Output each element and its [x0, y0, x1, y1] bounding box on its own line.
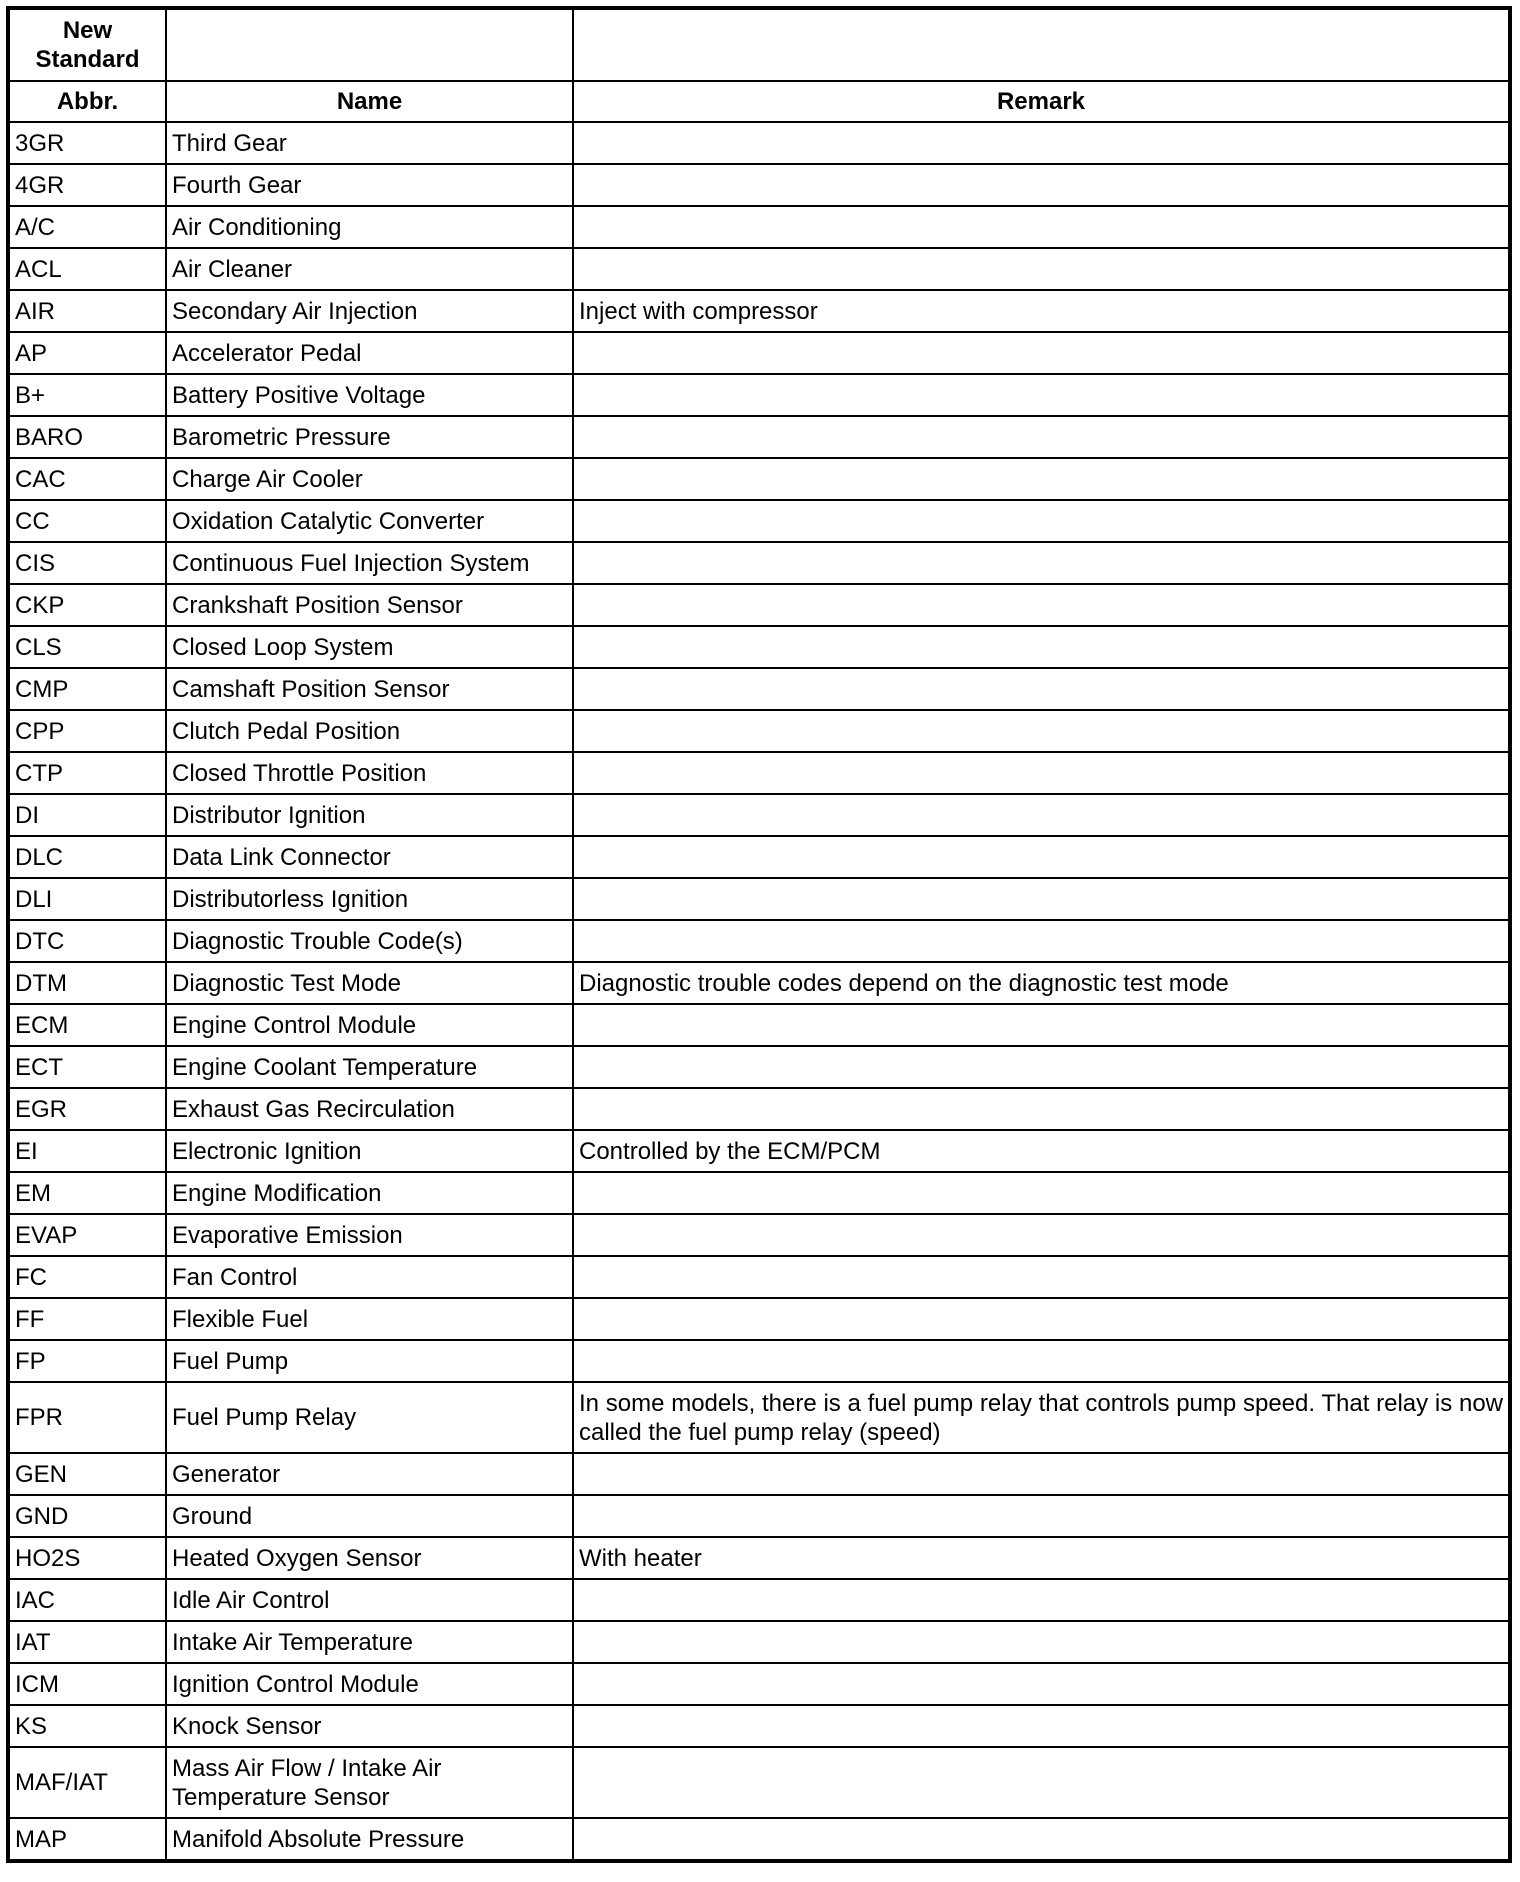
table-row	[8, 332, 1510, 374]
cell-abbr: CMP	[8, 668, 166, 710]
cell-name: Distributor Ignition	[166, 794, 573, 836]
cell-name: Diagnostic Trouble Code(s)	[166, 920, 573, 962]
cell-abbr: KS	[8, 1705, 166, 1747]
standard-header-empty-remark	[573, 8, 1510, 81]
table-row	[8, 290, 1510, 332]
cell-remark	[573, 1004, 1510, 1046]
cell-abbr: EVAP	[8, 1214, 166, 1256]
cell-remark: Diagnostic trouble codes depend on the diagnostic test mode	[573, 962, 1510, 1004]
cell-remark	[573, 122, 1510, 164]
table-row	[8, 1663, 1510, 1705]
cell-name: Diagnostic Test Mode	[166, 962, 573, 1004]
table-row	[8, 668, 1510, 710]
cell-name: Heated Oxygen Sensor	[166, 1537, 573, 1579]
cell-remark	[573, 206, 1510, 248]
cell-remark	[573, 626, 1510, 668]
cell-remark	[573, 1579, 1510, 1621]
cell-abbr: CPP	[8, 710, 166, 752]
table-row	[8, 1256, 1510, 1298]
cell-abbr: FC	[8, 1256, 166, 1298]
cell-remark: With heater	[573, 1537, 1510, 1579]
table-row	[8, 1537, 1510, 1579]
cell-abbr: CAC	[8, 458, 166, 500]
table-row	[8, 794, 1510, 836]
cell-abbr: CLS	[8, 626, 166, 668]
cell-remark: Inject with compressor	[573, 290, 1510, 332]
cell-remark	[573, 836, 1510, 878]
cell-abbr: FP	[8, 1340, 166, 1382]
cell-abbr: FPR	[8, 1382, 166, 1453]
table-row	[8, 1382, 1510, 1453]
cell-name: Engine Control Module	[166, 1004, 573, 1046]
cell-name: Camshaft Position Sensor	[166, 668, 573, 710]
table-row	[8, 752, 1510, 794]
cell-abbr: AIR	[8, 290, 166, 332]
table-row	[8, 1579, 1510, 1621]
table-row	[8, 458, 1510, 500]
cell-name: Evaporative Emission	[166, 1214, 573, 1256]
cell-remark	[573, 584, 1510, 626]
cell-remark	[573, 1621, 1510, 1663]
cell-remark	[573, 1663, 1510, 1705]
cell-remark	[573, 878, 1510, 920]
cell-abbr: GEN	[8, 1453, 166, 1495]
cell-name: Distributorless Ignition	[166, 878, 573, 920]
table-row	[8, 122, 1510, 164]
cell-name: Engine Coolant Temperature	[166, 1046, 573, 1088]
cell-abbr: EM	[8, 1172, 166, 1214]
cell-remark	[573, 1256, 1510, 1298]
cell-name: Third Gear	[166, 122, 573, 164]
table-row	[8, 584, 1510, 626]
cell-abbr: DTC	[8, 920, 166, 962]
cell-remark	[573, 1747, 1510, 1818]
cell-abbr: MAF/IAT	[8, 1747, 166, 1818]
table-row	[8, 248, 1510, 290]
cell-name: Fourth Gear	[166, 164, 573, 206]
cell-abbr: CC	[8, 500, 166, 542]
cell-name: Data Link Connector	[166, 836, 573, 878]
cell-name: Fan Control	[166, 1256, 573, 1298]
cell-name: Barometric Pressure	[166, 416, 573, 458]
table-row	[8, 710, 1510, 752]
cell-name: Engine Modification	[166, 1172, 573, 1214]
table-row	[8, 878, 1510, 920]
cell-remark	[573, 920, 1510, 962]
cell-name: Accelerator Pedal	[166, 332, 573, 374]
cell-remark	[573, 500, 1510, 542]
standard-header-cell: New Standard	[8, 8, 166, 81]
table-row	[8, 374, 1510, 416]
table-row	[8, 1495, 1510, 1537]
cell-remark	[573, 1172, 1510, 1214]
cell-abbr: HO2S	[8, 1537, 166, 1579]
cell-remark	[573, 164, 1510, 206]
cell-remark	[573, 1818, 1510, 1861]
cell-remark	[573, 374, 1510, 416]
table-row	[8, 1818, 1510, 1861]
table-row	[8, 164, 1510, 206]
table-row	[8, 1004, 1510, 1046]
table-row	[8, 1298, 1510, 1340]
cell-abbr: IAC	[8, 1579, 166, 1621]
cell-remark	[573, 1705, 1510, 1747]
cell-name: Charge Air Cooler	[166, 458, 573, 500]
standard-header-row	[8, 8, 1510, 81]
cell-remark	[573, 1046, 1510, 1088]
column-header-abbr: Abbr.	[8, 81, 166, 122]
cell-name: Battery Positive Voltage	[166, 374, 573, 416]
cell-remark	[573, 752, 1510, 794]
cell-remark	[573, 248, 1510, 290]
abbreviation-table	[6, 6, 1512, 1863]
column-header-remark: Remark	[573, 81, 1510, 122]
cell-abbr: A/C	[8, 206, 166, 248]
table-row	[8, 1621, 1510, 1663]
cell-abbr: EI	[8, 1130, 166, 1172]
cell-abbr: 4GR	[8, 164, 166, 206]
cell-remark	[573, 1340, 1510, 1382]
table-row	[8, 626, 1510, 668]
cell-name: Knock Sensor	[166, 1705, 573, 1747]
table-row	[8, 836, 1510, 878]
cell-remark: In some models, there is a fuel pump relay that controls pump speed. That relay is now called the fuel pump relay (speed)	[573, 1382, 1510, 1453]
cell-abbr: 3GR	[8, 122, 166, 164]
table-row	[8, 962, 1510, 1004]
cell-remark	[573, 332, 1510, 374]
cell-abbr: DLI	[8, 878, 166, 920]
cell-abbr: BARO	[8, 416, 166, 458]
table-row	[8, 206, 1510, 248]
cell-name: Electronic Ignition	[166, 1130, 573, 1172]
cell-abbr: CTP	[8, 752, 166, 794]
cell-abbr: ECT	[8, 1046, 166, 1088]
table-row	[8, 1088, 1510, 1130]
cell-name: Mass Air Flow / Intake Air Temperature Sensor	[166, 1747, 573, 1818]
cell-name: Air Conditioning	[166, 206, 573, 248]
cell-abbr: FF	[8, 1298, 166, 1340]
cell-name: Flexible Fuel	[166, 1298, 573, 1340]
table-row	[8, 1340, 1510, 1382]
table-row	[8, 1747, 1510, 1818]
cell-abbr: ACL	[8, 248, 166, 290]
table-row	[8, 1705, 1510, 1747]
column-header-row	[8, 81, 1510, 122]
cell-remark	[573, 1495, 1510, 1537]
cell-abbr: AP	[8, 332, 166, 374]
cell-abbr: EGR	[8, 1088, 166, 1130]
column-header-name: Name	[166, 81, 573, 122]
table-row	[8, 1453, 1510, 1495]
cell-abbr: ICM	[8, 1663, 166, 1705]
cell-name: Ignition Control Module	[166, 1663, 573, 1705]
cell-abbr: IAT	[8, 1621, 166, 1663]
cell-name: Closed Throttle Position	[166, 752, 573, 794]
table-row	[8, 1046, 1510, 1088]
cell-name: Idle Air Control	[166, 1579, 573, 1621]
cell-name: Intake Air Temperature	[166, 1621, 573, 1663]
cell-abbr: DI	[8, 794, 166, 836]
cell-name: Fuel Pump Relay	[166, 1382, 573, 1453]
cell-remark	[573, 416, 1510, 458]
cell-abbr: DLC	[8, 836, 166, 878]
table-row	[8, 542, 1510, 584]
cell-remark	[573, 542, 1510, 584]
cell-name: Closed Loop System	[166, 626, 573, 668]
cell-abbr: DTM	[8, 962, 166, 1004]
cell-remark	[573, 458, 1510, 500]
cell-name: Secondary Air Injection	[166, 290, 573, 332]
cell-abbr: CIS	[8, 542, 166, 584]
cell-abbr: GND	[8, 1495, 166, 1537]
table-row	[8, 920, 1510, 962]
standard-header-empty-name	[166, 8, 573, 81]
cell-remark: Controlled by the ECM/PCM	[573, 1130, 1510, 1172]
cell-name: Oxidation Catalytic Converter	[166, 500, 573, 542]
cell-abbr: CKP	[8, 584, 166, 626]
cell-name: Crankshaft Position Sensor	[166, 584, 573, 626]
cell-abbr: B+	[8, 374, 166, 416]
cell-remark	[573, 1298, 1510, 1340]
cell-remark	[573, 794, 1510, 836]
table-row	[8, 416, 1510, 458]
table-row	[8, 500, 1510, 542]
cell-abbr: MAP	[8, 1818, 166, 1861]
cell-abbr: ECM	[8, 1004, 166, 1046]
cell-remark	[573, 1088, 1510, 1130]
cell-remark	[573, 1453, 1510, 1495]
cell-name: Generator	[166, 1453, 573, 1495]
cell-remark	[573, 1214, 1510, 1256]
cell-name: Air Cleaner	[166, 248, 573, 290]
cell-remark	[573, 668, 1510, 710]
cell-name: Exhaust Gas Recirculation	[166, 1088, 573, 1130]
table-row	[8, 1214, 1510, 1256]
cell-name: Ground	[166, 1495, 573, 1537]
table-row	[8, 1130, 1510, 1172]
cell-name: Clutch Pedal Position	[166, 710, 573, 752]
cell-name: Continuous Fuel Injection System	[166, 542, 573, 584]
cell-remark	[573, 710, 1510, 752]
cell-name: Fuel Pump	[166, 1340, 573, 1382]
table-row	[8, 1172, 1510, 1214]
cell-name: Manifold Absolute Pressure	[166, 1818, 573, 1861]
